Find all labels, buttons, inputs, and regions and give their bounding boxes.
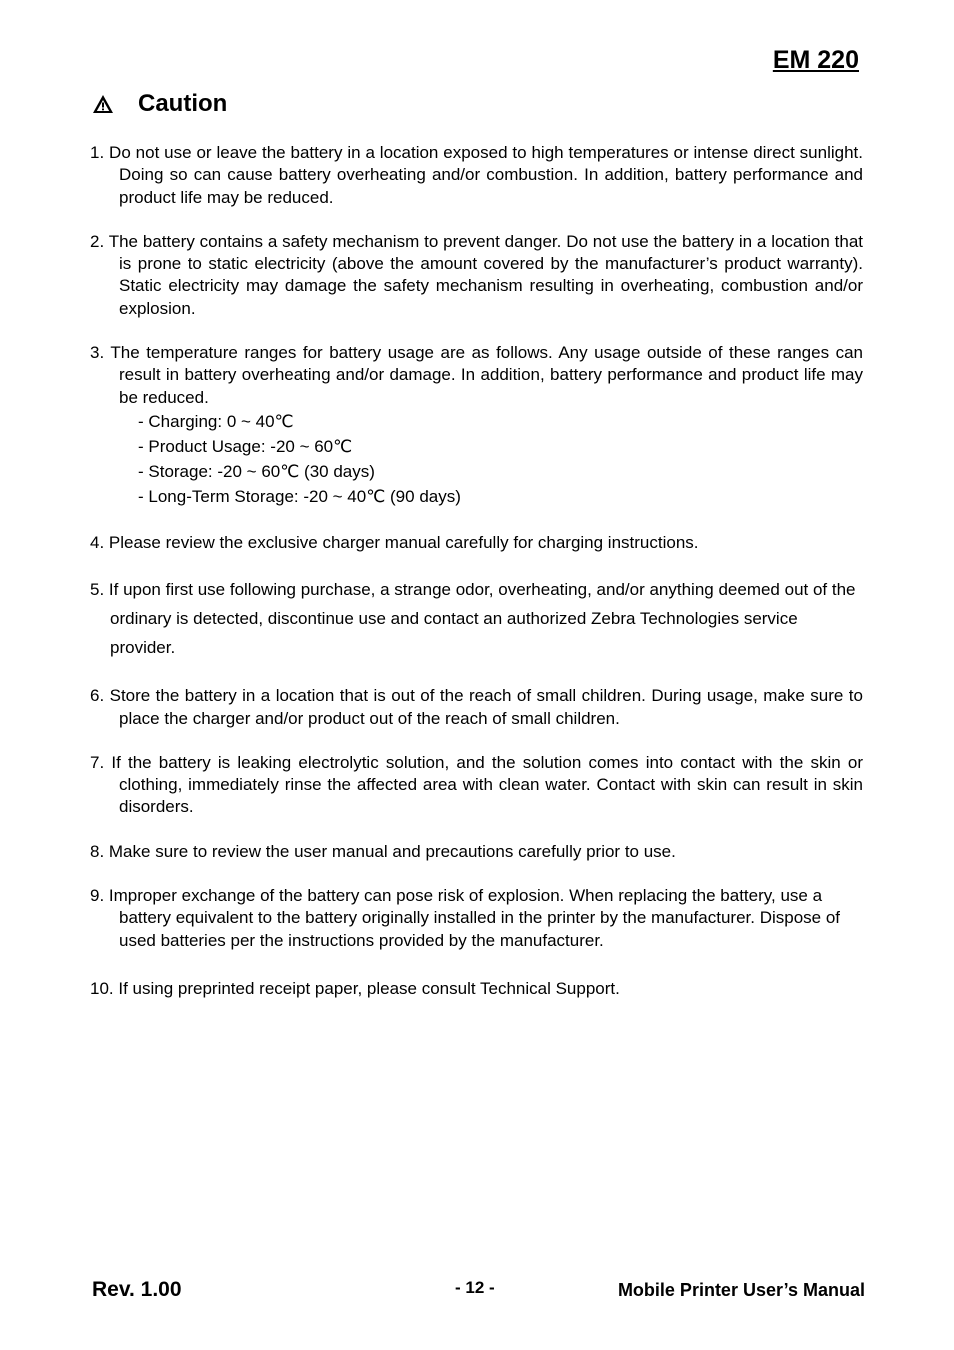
manual-title: Mobile Printer User’s Manual: [617, 1280, 865, 1300]
caution-heading: [92, 90, 227, 118]
caution-item-3: 3. The temperature ranges for battery usage are as follows. Any usage outside of these ranges can result in battery overheating and/or damage. In addition, battery performance and product life may be reduced.: [90, 343, 863, 407]
caution-item-8: 8. Make sure to review the user manual and precautions carefully prior to use.: [90, 841, 676, 861]
caution-item-9: 9. Improper exchange of the battery can pose risk of explosion. When replacing the battery, use a battery equivalent to the battery originally installed in the printer by the manufacturer. Dispose of used batteries per the instructions provided by the manufacturer.: [90, 886, 841, 950]
caution-item-10: 10. If using preprinted receipt paper, please consult Technical Support.: [90, 978, 620, 998]
warning-icon: [92, 94, 114, 114]
caution-item-6: 6. Store the battery in a location that is out of the reach of small children. During usage, make sure to place the charger and/or product out of the reach of small children.: [90, 686, 863, 728]
model-name: EM 220: [772, 46, 859, 74]
page-number: - 12 -: [455, 1278, 495, 1297]
temperature-range-list: [138, 409, 863, 509]
temp-range-charging: - Charging: 0 ~ 40℃: [138, 411, 294, 431]
caution-title: Caution: [138, 90, 228, 117]
temp-range-storage: - Storage: -20 ~ 60℃ (30 days): [138, 461, 375, 481]
caution-list: [90, 142, 863, 1000]
caution-item-1: 1. Do not use or leave the battery in a location exposed to high temperatures or intense direct sunlight. Doing so can cause battery overheating and/or combustion. In addition, battery performance and product life may be reduced.: [90, 143, 863, 207]
caution-item-2: 2. The battery contains a safety mechanism to prevent danger. Do not use the battery in a location that is prone to static electricity (above the amount covered by the manufacturer’s product warranty). Static electricity may damage the safety mechanism resulting in overheating, combustion and/or explosion.: [90, 231, 863, 318]
revision-label: Rev. 1.00: [92, 1278, 182, 1301]
caution-item-7: 7. If the battery is leaking electrolytic solution, and the solution comes into contact with the skin or clothing, immediately rinse the affected area with clean water. Contact with skin can result in skin disorders.: [90, 752, 863, 817]
temp-range-usage: - Product Usage: -20 ~ 60℃: [138, 436, 353, 456]
temp-range-long-term: - Long-Term Storage: -20 ~ 40℃ (90 days): [138, 486, 461, 506]
caution-item-5: 5. If upon first use following purchase, a strange odor, overheating, and/or anything deemed out of the ordinary is detected, discontinue use and contact an authorized Zebra Technologies service provider.: [90, 580, 856, 658]
caution-item-4: 4. Please review the exclusive charger manual carefully for charging instructions.: [90, 532, 699, 552]
